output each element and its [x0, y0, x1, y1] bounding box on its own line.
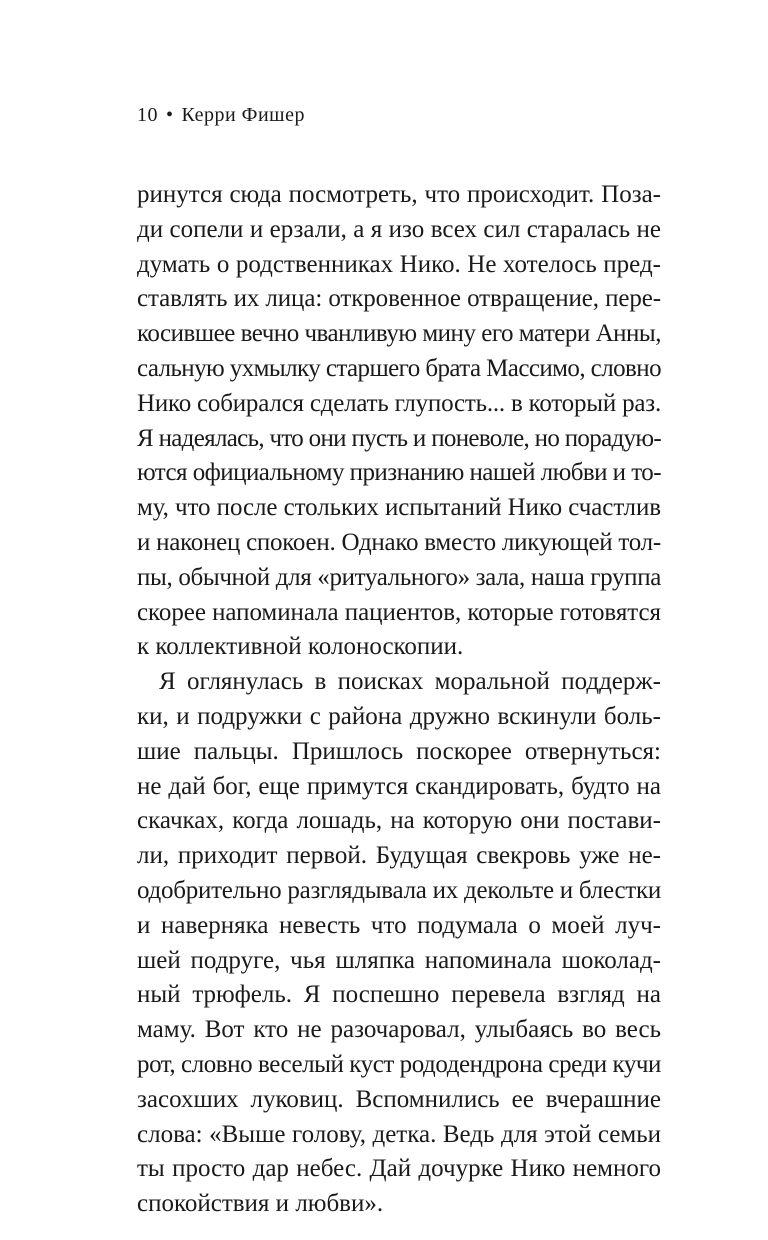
- text-line: Нико собирался сделать глупость... в который раз.: [137, 389, 661, 417]
- text-line: ринутся сюда посмотреть, что происходит. Поза-: [137, 181, 661, 208]
- text-line: шей подруге, чья шляпка напоминала шоколад-: [137, 946, 661, 974]
- text-line: и наконец спокоен. Однако вместо ликующей тол-: [137, 528, 661, 556]
- text-line-paragraph-end: спокойствия и любви».: [137, 1190, 384, 1218]
- text-line: ли, приходит первой. Будущая свекровь уже не-: [137, 842, 661, 870]
- text-line: ди сопели и ерзали, а я изо всех сил старалась не: [137, 215, 661, 243]
- text-line: слова: «Выше голову, детка. Ведь для этой семьи: [137, 1120, 661, 1148]
- text-line: Я надеялась, что они пусть и поневоле, но порадую-: [137, 424, 661, 452]
- text-line-paragraph-start: Я оглянулась в поисках моральной поддерж-: [159, 668, 661, 696]
- text-line: не дай бог, еще примутся скандировать, будто на: [137, 772, 661, 800]
- text-line: ты просто дар небес. Дай дочурке Нико немного: [137, 1155, 661, 1183]
- text-line: шие пальцы. Пришлось поскорее отвернуться:: [137, 737, 661, 765]
- author-name: Керри Фишер: [181, 104, 305, 126]
- text-line: ный трюфель. Я поспешно перевела взгляд на: [137, 981, 661, 1009]
- running-head: [137, 104, 305, 127]
- text-line: ки, и подружки с района дружно вскинули боль-: [137, 702, 661, 730]
- page-number: 10: [137, 104, 158, 126]
- text-line: скорее напоминала пациентов, которые готовятся: [137, 598, 661, 626]
- text-line: скачках, когда лошадь, на которую они постави-: [137, 807, 661, 835]
- text-line: рот, словно веселый куст рододендрона среди кучи: [137, 1050, 661, 1078]
- text-line: и наверняка невесть что подумала о моей луч-: [137, 911, 661, 939]
- body-text: [137, 178, 661, 1222]
- text-line: сальную ухмылку старшего брата Массимо, словно: [137, 354, 661, 382]
- text-line: маму. Вот кто не разочаровал, улыбаясь во весь: [137, 1016, 661, 1044]
- text-line: ются официальному признанию нашей любви и то-: [137, 459, 661, 487]
- separator-bullet: •: [166, 104, 174, 126]
- text-line: одобрительно разглядывала их декольте и блестки: [137, 876, 661, 904]
- text-line: ставлять их лица: откровенное отвращение, пере-: [137, 285, 661, 313]
- text-line: засохших луковиц. Вспомнились ее вчерашние: [137, 1085, 661, 1113]
- text-line: думать о родственниках Нико. Не хотелось пред-: [137, 250, 661, 278]
- text-line: пы, обычной для «ритуального» зала, наша группа: [137, 563, 661, 591]
- text-line-paragraph-end: к коллективной колоноскопии.: [137, 633, 464, 661]
- text-line: му, что после стольких испытаний Нико счастлив: [137, 494, 661, 522]
- text-line: косившее вечно чванливую мину его матери Анны,: [137, 320, 661, 348]
